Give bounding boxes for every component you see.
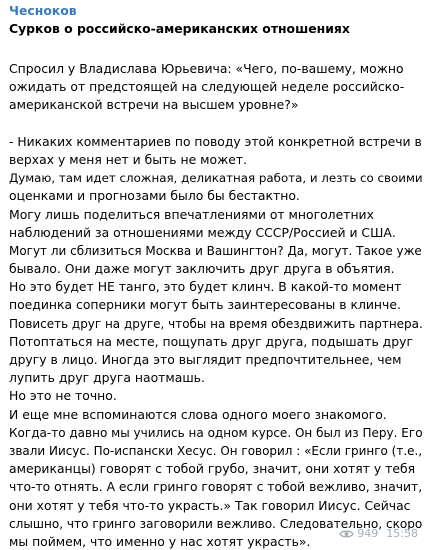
body-line: Могу лишь поделиться впечатлениями от многолетних [9,206,374,222]
body-line: другу в лицо. Иногда это выглядит предпочтительнее, чем [9,352,402,367]
post-author[interactable]: Чесноков [9,3,77,18]
post-meta [339,527,418,541]
body-line: американцы) говорят с тобой грубо, значит, они хотят у тебя [9,461,416,477]
eye-icon [339,529,354,539]
body-line: Потоптаться на месте, пощупать друг друга, подышать друг [9,333,413,349]
body-line: И еще мне вспоминаются слова одного моего знакомого. [9,406,387,422]
body-line: Могут ли сблизиться Москва и Вашингтон? Да, могут. Такое уже [9,243,422,258]
post-body [9,60,423,550]
body-line: ожидать от предстоящей на следующей неделе российско- [9,79,405,95]
body-line: Спросил у Владислава Юрьевича: «Чего, по-вашему, можно [9,61,404,76]
body-line: поединка соперники могут быть заинтересованы в клинче. [9,297,401,313]
body-line: верхах у меня нет и быть не может. [9,151,248,167]
post-time: 15:58 [386,527,418,540]
body-line: лупить друг друга наотмашь. [9,370,205,386]
body-line: наблюдений за отношениями между СССР/Россией и США. [9,224,396,240]
body-line: что-то отнять. А если гринго говорят с тобой вежливо, значит, [9,480,423,495]
body-line: американской встречи на высшем уровне?» [9,97,299,113]
title-gap [9,38,418,60]
body-line: Думаю, там идет сложная, деликатная работа, и лезть со своими [9,171,423,186]
view-count: 949 [357,527,379,540]
body-line: Повисеть друг на друге, чтобы на время обездвижить партнера. [9,316,423,331]
body-line: - Никаких комментариев по поводу этой конкретной встречи в [9,134,422,149]
body-line: оценками и прогнозами было бы бестактно. [9,188,300,204]
post-title: Сурков о российско-американских отношениях [9,21,350,36]
body-line: слышно, что гринго заговорили вежливо. Следовательно, скоро [9,516,423,531]
body-line: Но это не точно. [9,388,117,404]
body-line: они хотят у тебя что-то украсть.» Так говорил Иисус. Сейчас [9,497,411,513]
body-line: звали Иисус. По-испански Хесус. Он говорил : «Если гринго (т.е., [9,443,423,458]
body-line: Когда-то давно мы учились на одном курсе. Он был из Перу. Его [9,425,423,440]
blank-line [9,115,418,133]
body-line: мы поймем, что именно у нас хотят украсть». [9,533,311,549]
body-line: Но это будет НЕ танго, это будет клинч. В какой-то момент [9,279,402,295]
body-line: бывало. Они даже могут заключить друг друга в объятия. [9,261,395,277]
